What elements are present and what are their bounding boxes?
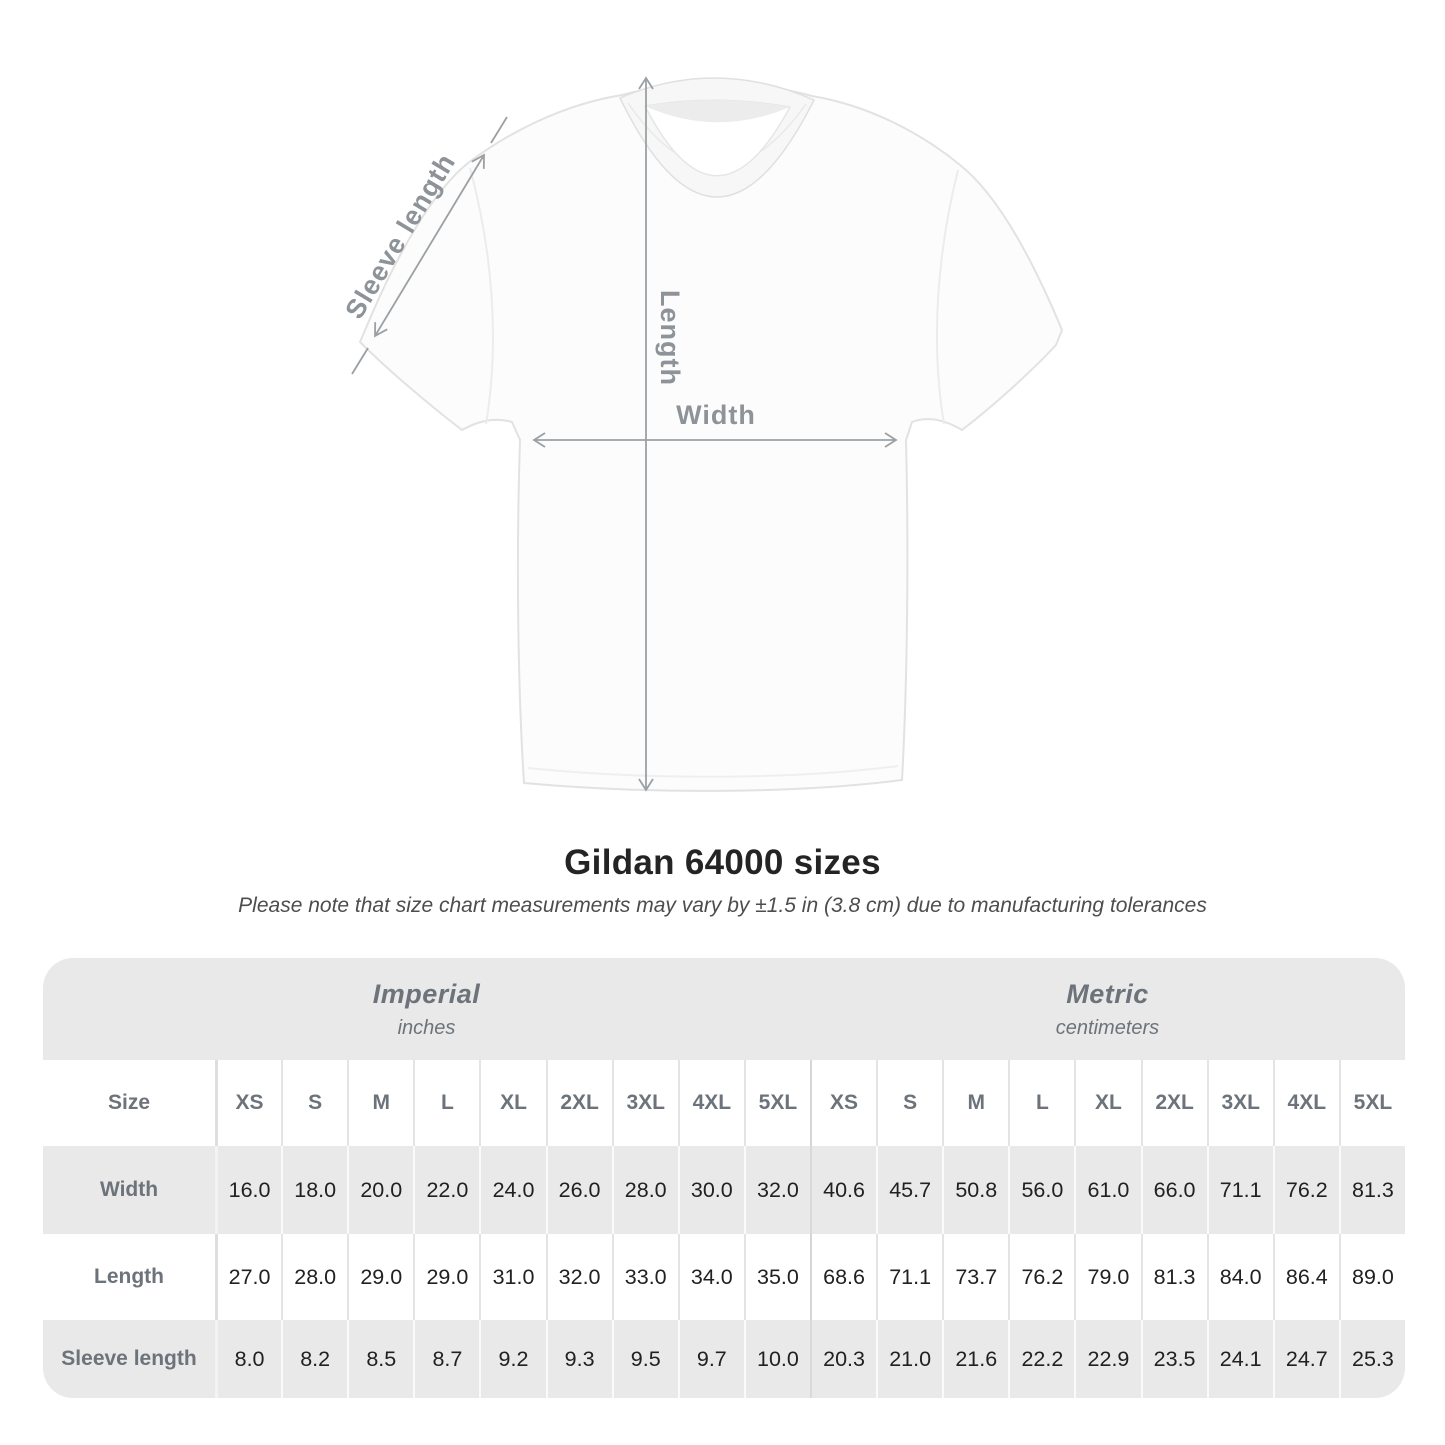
row-label-sleeve-length: Sleeve length	[61, 1347, 197, 1370]
cell: 29.0	[347, 1234, 413, 1320]
cell: 76.2	[1008, 1234, 1074, 1320]
cell: 30.0	[678, 1146, 744, 1234]
size-header-imperial-4xl: 4XL	[678, 1060, 744, 1146]
size-header-imperial-xs: XS	[215, 1060, 281, 1146]
cell: 16.0	[215, 1146, 281, 1234]
cell: 20.3	[810, 1320, 876, 1398]
cell: 32.0	[546, 1234, 612, 1320]
cell: 24.1	[1207, 1320, 1273, 1398]
cell: 9.2	[479, 1320, 545, 1398]
size-header-metric-5xl: 5XL	[1339, 1060, 1405, 1146]
cell: 8.7	[413, 1320, 479, 1398]
width-label: Width	[676, 400, 756, 430]
cell: 21.6	[942, 1320, 1008, 1398]
table-row-width	[43, 1146, 1405, 1234]
section-header-row	[43, 958, 1405, 1060]
cell: 24.0	[479, 1146, 545, 1234]
cell: 25.3	[1339, 1320, 1405, 1398]
cell: 32.0	[744, 1146, 810, 1234]
cell: 73.7	[942, 1234, 1008, 1320]
size-header-imperial-xl: XL	[479, 1060, 545, 1146]
cell: 22.9	[1074, 1320, 1140, 1398]
cell: 28.0	[612, 1146, 678, 1234]
cell: 10.0	[744, 1320, 810, 1398]
cell: 33.0	[612, 1234, 678, 1320]
cell: 18.0	[281, 1146, 347, 1234]
cell: 66.0	[1141, 1146, 1207, 1234]
cell: 22.0	[413, 1146, 479, 1234]
cell: 8.2	[281, 1320, 347, 1398]
cell: 89.0	[1339, 1234, 1405, 1320]
cell: 21.0	[876, 1320, 942, 1398]
row-label-length: Length	[94, 1265, 164, 1288]
table-row-sleeve-length	[43, 1320, 1405, 1398]
size-header-metric-3xl: 3XL	[1207, 1060, 1273, 1146]
cell: 68.6	[810, 1234, 876, 1320]
cell: 28.0	[281, 1234, 347, 1320]
row-label-width: Width	[99, 1178, 159, 1201]
size-header-metric-l: L	[1008, 1060, 1074, 1146]
size-table-grid	[43, 958, 1405, 1398]
cell: 9.5	[612, 1320, 678, 1398]
size-header-metric-4xl: 4XL	[1273, 1060, 1339, 1146]
size-row-label: Size	[107, 1091, 151, 1114]
cell: 81.3	[1339, 1146, 1405, 1234]
size-header-imperial-m: M	[347, 1060, 413, 1146]
cell: 27.0	[215, 1234, 281, 1320]
cell: 20.0	[347, 1146, 413, 1234]
cell: 76.2	[1273, 1146, 1339, 1234]
size-header-imperial-5xl: 5XL	[744, 1060, 810, 1146]
cell: 56.0	[1008, 1146, 1074, 1234]
tolerance-note: Please note that size chart measurements may vary by ±1.5 in (3.8 cm) due to manufacturing tolerances	[238, 894, 1207, 917]
size-header-metric-s: S	[876, 1060, 942, 1146]
cell: 71.1	[876, 1234, 942, 1320]
cell: 26.0	[546, 1146, 612, 1234]
size-header-imperial-s: S	[281, 1060, 347, 1146]
size-header-imperial-l: L	[413, 1060, 479, 1146]
size-table	[43, 958, 1405, 1398]
metric-section-title: Metric	[1066, 978, 1149, 1009]
cell: 9.3	[546, 1320, 612, 1398]
size-header-metric-xs: XS	[810, 1060, 876, 1146]
cell: 34.0	[678, 1234, 744, 1320]
cell: 29.0	[413, 1234, 479, 1320]
size-header-imperial-2xl: 2XL	[546, 1060, 612, 1146]
table-row-length	[43, 1234, 1405, 1320]
cell: 31.0	[479, 1234, 545, 1320]
cell: 81.3	[1141, 1234, 1207, 1320]
size-header-row	[43, 1060, 1405, 1146]
metric-section-unit: centimeters	[1055, 1016, 1160, 1039]
metric-section	[810, 958, 1405, 1060]
cell: 79.0	[1074, 1234, 1140, 1320]
imperial-section-unit: inches	[397, 1016, 456, 1039]
size-header-metric-2xl: 2XL	[1141, 1060, 1207, 1146]
size-header-metric-xl: XL	[1074, 1060, 1140, 1146]
page-title: Gildan 64000 sizes	[564, 843, 881, 882]
cell: 45.7	[876, 1146, 942, 1234]
size-header-imperial-3xl: 3XL	[612, 1060, 678, 1146]
cell: 50.8	[942, 1146, 1008, 1234]
imperial-section-title: Imperial	[372, 978, 481, 1009]
length-label: Length	[654, 290, 685, 386]
cell: 9.7	[678, 1320, 744, 1398]
cell: 40.6	[810, 1146, 876, 1234]
cell: 35.0	[744, 1234, 810, 1320]
sleeve-length-label: Sleeve length	[339, 148, 462, 324]
cell: 86.4	[1273, 1234, 1339, 1320]
cell: 24.7	[1273, 1320, 1339, 1398]
cell: 61.0	[1074, 1146, 1140, 1234]
size-header-metric-m: M	[942, 1060, 1008, 1146]
cell: 8.5	[347, 1320, 413, 1398]
cell: 23.5	[1141, 1320, 1207, 1398]
cell: 8.0	[215, 1320, 281, 1398]
imperial-section	[43, 958, 810, 1060]
cell: 71.1	[1207, 1146, 1273, 1234]
cell: 22.2	[1008, 1320, 1074, 1398]
cell: 84.0	[1207, 1234, 1273, 1320]
